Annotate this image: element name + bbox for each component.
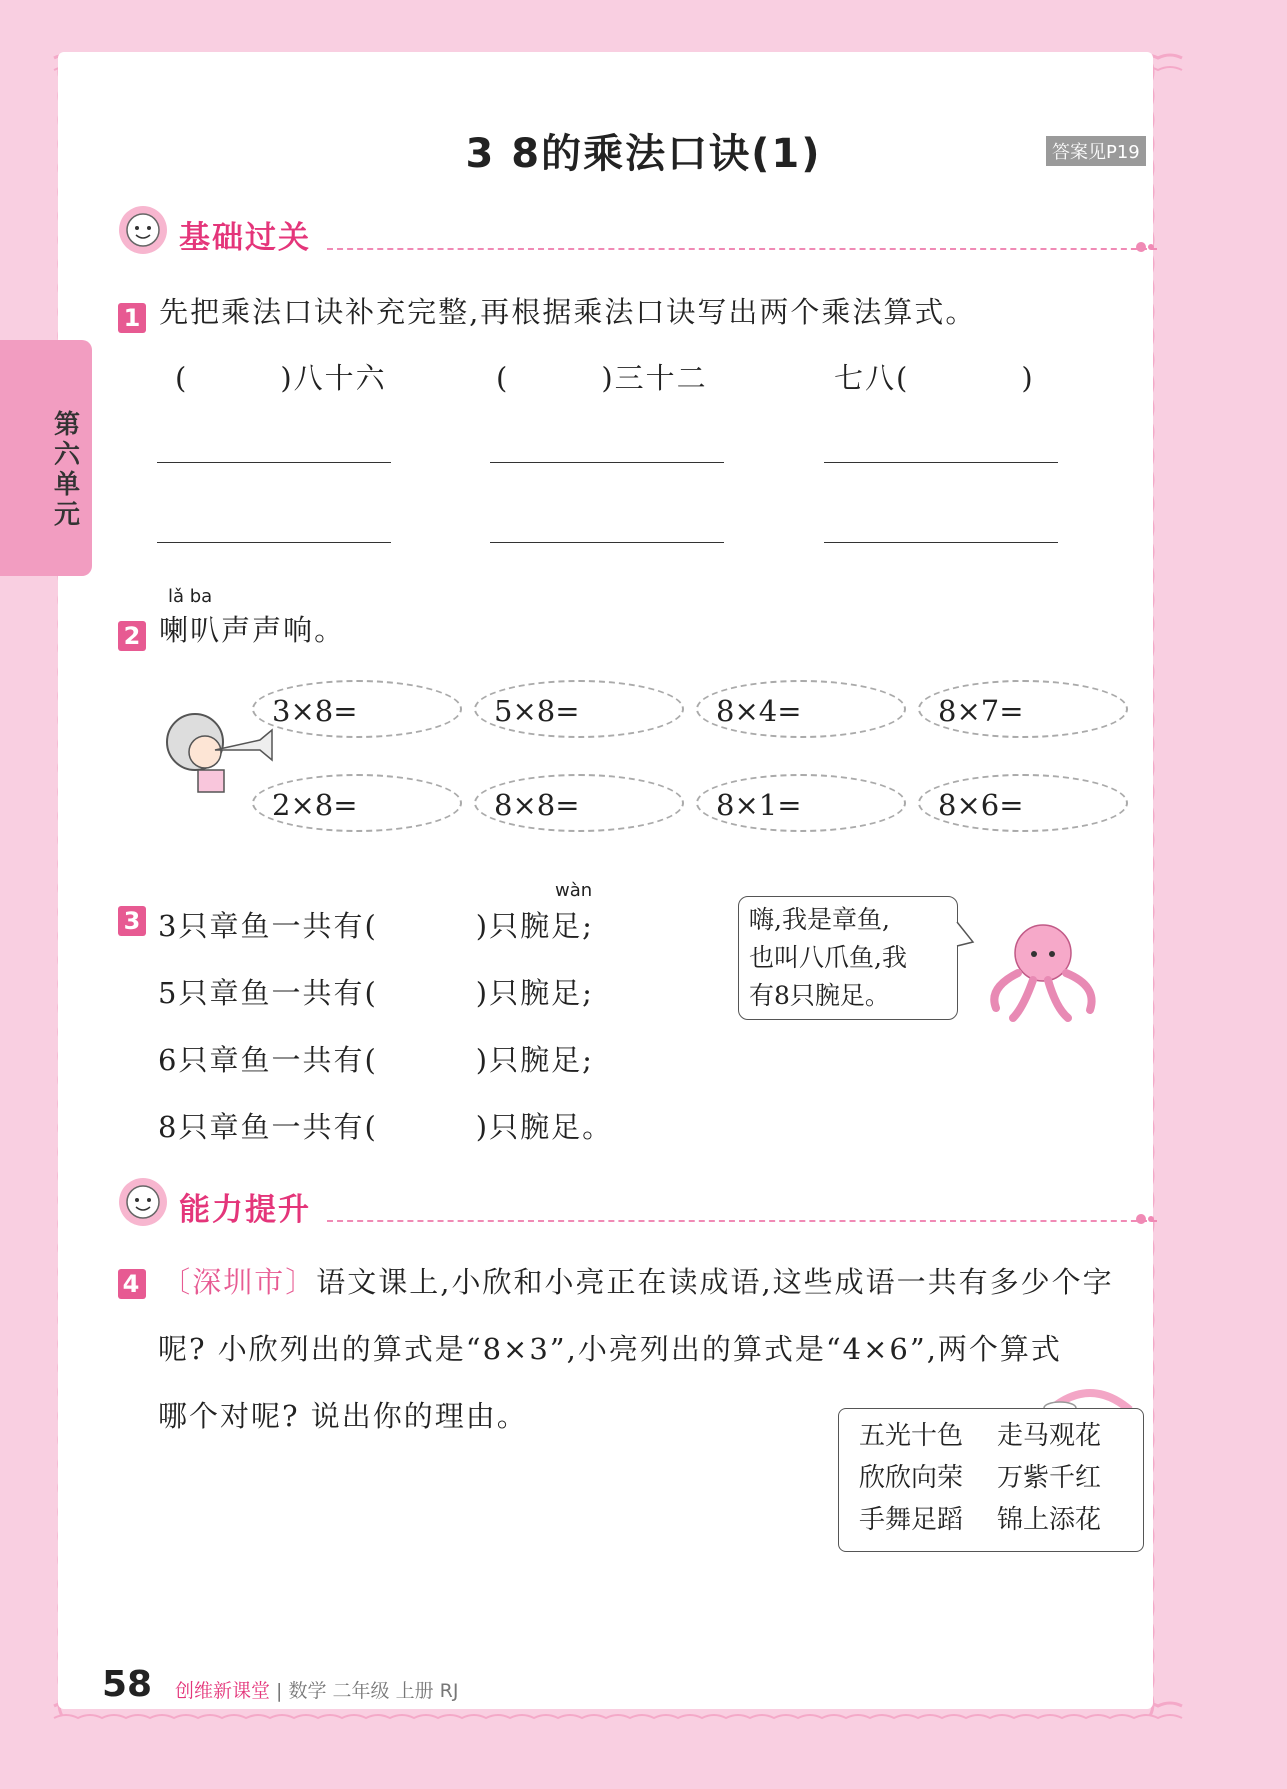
bubble-line: 也叫八爪鱼,我 xyxy=(749,943,907,972)
bubble-line: 有8只腕足。 xyxy=(749,981,890,1010)
question-number: 3 xyxy=(118,906,146,936)
line-text: 8只章鱼一共有( xyxy=(158,1110,378,1144)
question-1 xyxy=(118,290,976,333)
idiom: 欣欣向荣 xyxy=(859,1463,964,1493)
answer-line[interactable] xyxy=(157,462,391,463)
blank-open: 七八( xyxy=(834,361,910,395)
question-2 xyxy=(118,608,345,651)
answer-line[interactable] xyxy=(824,462,1058,463)
expression-oval[interactable]: 8×6= xyxy=(918,774,1128,832)
kid-avatar-icon xyxy=(117,1176,169,1228)
region-tag: 〔深圳市〕 xyxy=(161,1265,317,1299)
line-text: )只腕足; xyxy=(475,909,594,943)
expression-oval[interactable]: 2×8= xyxy=(252,774,462,832)
answer-line[interactable] xyxy=(490,462,724,463)
question-4 xyxy=(118,1260,1158,1301)
idiom: 走马观花 xyxy=(997,1421,1102,1451)
section-divider xyxy=(327,248,1157,250)
section-header-advance xyxy=(117,1176,1157,1236)
idiom: 万紫千红 xyxy=(997,1463,1102,1493)
line-text: 3只章鱼一共有( xyxy=(158,909,378,943)
octopus-icon xyxy=(978,918,1108,1028)
q3-line-1 xyxy=(158,904,594,945)
expression-oval[interactable]: 8×8= xyxy=(474,774,684,832)
blank-open: ( xyxy=(175,361,189,395)
expression-oval[interactable]: 3×8= xyxy=(252,680,462,738)
blank-close: )三十二 xyxy=(601,361,708,395)
unit-tab xyxy=(0,340,92,576)
section-header-basic xyxy=(117,204,1157,264)
bubble-tail xyxy=(955,920,975,950)
section-title-advance: 能力提升 xyxy=(179,1192,311,1228)
question-4-line-3: 哪个对呢? 说出你的理由。 xyxy=(158,1399,528,1433)
answer-line[interactable] xyxy=(824,542,1058,543)
q1-blank-1 xyxy=(175,356,387,397)
question-text: 先把乘法口诀补充完整,再根据乘法口诀写出两个乘法算式。 xyxy=(159,295,977,329)
expression-oval[interactable]: 8×1= xyxy=(696,774,906,832)
blank-close: ) xyxy=(1021,361,1035,395)
q1-blank-3 xyxy=(834,356,1035,397)
blank-close: )八十六 xyxy=(280,361,387,395)
question-number: 1 xyxy=(118,303,146,333)
expression-oval[interactable]: 8×4= xyxy=(696,680,906,738)
line-text: )只腕足; xyxy=(475,1043,594,1077)
q1-blank-2 xyxy=(496,356,708,397)
idiom: 手舞足蹈 xyxy=(859,1505,964,1535)
answer-line[interactable] xyxy=(490,542,724,543)
speech-bubble xyxy=(738,896,958,1020)
answer-line[interactable] xyxy=(157,542,391,543)
brand-name: 创维新课堂 xyxy=(175,1680,271,1702)
line-text: 5只章鱼一共有( xyxy=(158,976,378,1010)
pinyin: wàn xyxy=(555,880,593,901)
q3-line-4 xyxy=(158,1105,613,1146)
section-title-basic: 基础过关 xyxy=(179,220,311,256)
idiom-box xyxy=(838,1408,1144,1552)
dots-icon xyxy=(1135,239,1157,255)
line-text: )只腕足; xyxy=(475,976,594,1010)
book-info: 数学 二年级 上册 RJ xyxy=(288,1680,459,1702)
idiom: 锦上添花 xyxy=(997,1505,1102,1535)
footer-info: 创维新课堂 | 数学 二年级 上册 RJ xyxy=(175,1680,459,1702)
kid-avatar-icon xyxy=(117,204,169,256)
dots-icon xyxy=(1135,1211,1157,1227)
question-4-line-2: 呢? 小欣列出的算式是“8×3”,小亮列出的算式是“4×6”,两个算式 xyxy=(158,1332,1062,1366)
question-text: 语文课上,小欣和小亮正在读成语,这些成语一共有多少个字 xyxy=(316,1265,1114,1299)
idiom-row xyxy=(859,1457,1143,1499)
idiom-row xyxy=(859,1499,1143,1541)
q3-line-3 xyxy=(158,1038,594,1079)
question-3 xyxy=(118,906,146,936)
question-number: 2 xyxy=(118,621,146,651)
blank-open: ( xyxy=(496,361,510,395)
page-title: 3 8的乘法口诀(1) xyxy=(465,131,822,177)
page-number: 58 xyxy=(102,1664,153,1705)
idiom-row xyxy=(859,1415,1143,1457)
question-number: 4 xyxy=(118,1269,146,1299)
unit-tab-label: 第六单元 xyxy=(53,410,80,530)
line-text: )只腕足。 xyxy=(475,1110,614,1144)
q3-line-2 xyxy=(158,971,594,1012)
expression-oval[interactable]: 8×7= xyxy=(918,680,1128,738)
section-divider xyxy=(327,1220,1157,1222)
line-text: 6只章鱼一共有( xyxy=(158,1043,378,1077)
pinyin: lǎ ba xyxy=(168,586,213,607)
question-text: 喇叭声声响。 xyxy=(159,613,346,647)
bubble-line: 嗨,我是章鱼, xyxy=(749,905,890,934)
expression-oval[interactable]: 5×8= xyxy=(474,680,684,738)
answer-reference: 答案见P19 xyxy=(1046,136,1146,166)
idiom: 五光十色 xyxy=(859,1421,964,1451)
